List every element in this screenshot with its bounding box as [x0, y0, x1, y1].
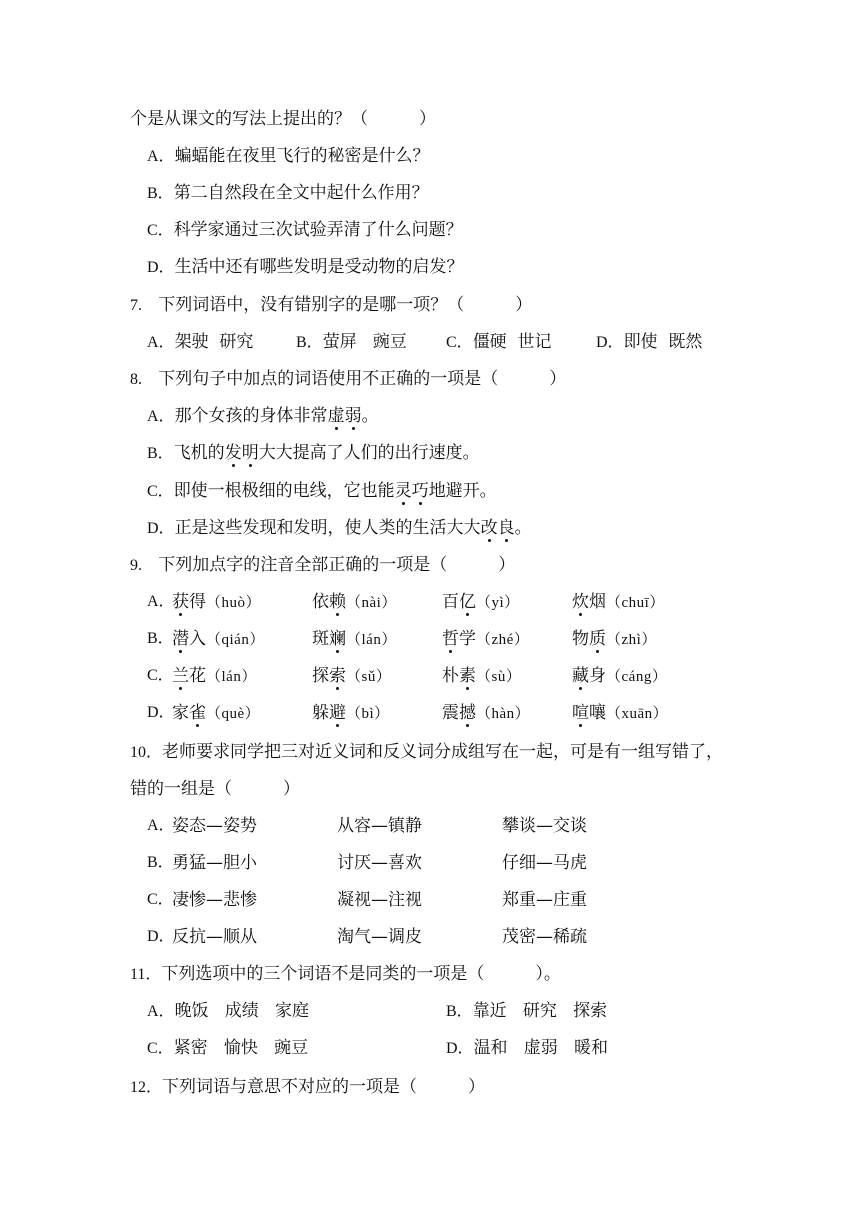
q11-stem	[130, 963, 561, 986]
option-label: B．	[446, 1003, 473, 1020]
q9-word	[172, 665, 257, 688]
q9-option-row	[147, 628, 727, 650]
pinyin: （nài）	[346, 595, 397, 611]
dotted-char: 藏	[572, 666, 589, 686]
option-text: 第二自然段在全文中起什么作用？	[173, 183, 429, 203]
q9-word	[572, 591, 665, 614]
question-text: 下列词语中，没有错别字的是哪一项？（ ）	[158, 295, 533, 315]
word-part: 物	[572, 629, 589, 649]
option-label: B．	[147, 445, 174, 462]
option-label: C．	[147, 667, 174, 684]
word-pair: 仔细—马虎	[502, 853, 587, 873]
pinyin: （cáng）	[606, 669, 668, 685]
pinyin: （yì）	[476, 595, 520, 611]
word-part: 得	[189, 592, 206, 612]
option-label: A．	[147, 408, 175, 425]
dotted-char: 哲	[442, 629, 459, 649]
q7-option-d	[596, 331, 702, 354]
word-pair: 攀谈—交谈	[502, 816, 587, 836]
option-label: C．	[147, 483, 174, 500]
option-label: C．	[147, 891, 174, 908]
q9-option-row	[147, 702, 727, 724]
word-pair: 凄惨—悲惨	[172, 890, 257, 910]
q11-option-d	[446, 1037, 608, 1060]
option-text: 生活中还有哪些发明是受动物的启发？	[174, 257, 464, 277]
q9-word	[312, 591, 397, 614]
word-part: 朴	[442, 666, 459, 686]
q11-option-b	[446, 1000, 607, 1023]
pinyin: （lán）	[346, 632, 397, 648]
option-text: 蝙蝠能在夜里飞行的秘密是什么？	[174, 146, 430, 166]
q9-word	[172, 591, 261, 614]
q8-option-b	[147, 442, 480, 465]
word-part: 震	[442, 703, 459, 723]
dotted-char: 明	[241, 443, 259, 463]
q9-stem	[130, 554, 515, 577]
word-pair: 茂密—稀疏	[502, 927, 587, 947]
q9-word	[442, 591, 520, 614]
q9-word	[442, 665, 521, 688]
pinyin: （hàn）	[476, 706, 531, 722]
word-pair: 反抗—顺从	[172, 927, 257, 947]
pinyin: （zhì）	[606, 632, 657, 648]
q7-stem	[130, 294, 532, 317]
question-number: 9.	[130, 557, 142, 574]
option-label: D．	[147, 928, 175, 945]
question-number: 10．	[130, 744, 163, 761]
pinyin: （chuī）	[606, 595, 665, 611]
word-pair: 凝视—注视	[337, 890, 422, 910]
q9-word	[172, 628, 265, 651]
dotted-char: 雀	[189, 703, 206, 723]
pinyin: （sǔ）	[346, 669, 392, 685]
q9-word	[312, 628, 397, 651]
dotted-char: 亿	[459, 592, 476, 612]
word-pair: 从容—镇静	[337, 816, 422, 836]
q9-word	[172, 702, 260, 725]
option-label: D．	[147, 704, 175, 721]
option-label: B．	[147, 185, 174, 202]
word-pair: 勇猛—胆小	[172, 853, 257, 873]
option-text: 。	[361, 406, 379, 426]
question-number: 7.	[130, 297, 142, 314]
option-label: C．	[147, 222, 174, 239]
dotted-char: 赖	[329, 592, 346, 612]
dotted-char: 发	[224, 443, 242, 463]
dotted-char: 索	[329, 666, 346, 686]
pinyin: （xuān）	[606, 706, 669, 722]
q9-word	[442, 702, 530, 725]
word-part: 烟	[589, 592, 606, 612]
question-text: 下列句子中加点的词语使用不正确的一项是（ ）	[158, 369, 567, 389]
q6-option-d	[147, 256, 464, 279]
option-label: D．	[147, 520, 175, 537]
option-text: 即使 既然	[623, 332, 703, 352]
option-text: 科学家通过三次试验弄清了什么问题？	[173, 220, 463, 240]
word-part: 入	[189, 629, 206, 649]
dotted-char: 斓	[329, 629, 346, 649]
option-text: 那个女孩的身体非常	[174, 406, 328, 426]
option-text: 萤屏 豌豆	[322, 332, 407, 352]
dotted-char: 喧	[572, 703, 589, 723]
q6-option-c	[147, 219, 463, 242]
pinyin: （huò）	[206, 595, 262, 611]
word-part: 依	[312, 592, 329, 612]
option-label: C．	[147, 1040, 174, 1057]
pinyin: （qián）	[206, 632, 265, 648]
pinyin: （què）	[206, 706, 261, 722]
option-text: 僵硬 世记	[472, 332, 552, 352]
word-pair: 讨厌—喜欢	[337, 853, 422, 873]
pinyin: （sù）	[476, 669, 522, 685]
option-label: A．	[147, 334, 175, 351]
q7-option-c	[446, 331, 552, 354]
dotted-char: 撼	[459, 703, 476, 723]
dotted-char: 虚	[327, 406, 345, 426]
question-text: 下列加点字的注音全部正确的一项是（ ）	[158, 555, 516, 575]
word-part: 躲	[312, 703, 329, 723]
dotted-char: 质	[589, 629, 606, 649]
option-label: A．	[147, 817, 175, 834]
question-number: 11．	[130, 966, 162, 983]
q9-option-row	[147, 665, 727, 687]
word-part: 花	[189, 666, 206, 686]
dotted-char: 素	[459, 666, 476, 686]
q9-word	[572, 628, 657, 651]
question-text: 下列词语与意思不对应的一项是（ ）	[162, 1077, 486, 1097]
q11-options-row1	[147, 1000, 747, 1022]
q12-stem	[130, 1076, 485, 1099]
dotted-char: 良	[497, 518, 515, 538]
option-text: 架驶 研究	[174, 332, 254, 352]
dotted-char: 获	[172, 592, 189, 612]
q11-options-row2	[147, 1037, 747, 1059]
q10-option-row	[147, 889, 727, 911]
option-label: B．	[147, 630, 174, 647]
dotted-char: 潜	[172, 629, 189, 649]
q9-word	[312, 665, 391, 688]
word-part: 探	[312, 666, 329, 686]
dotted-char: 避	[329, 703, 346, 723]
q7-options	[147, 331, 747, 353]
word-pair: 淘气—调皮	[337, 927, 422, 947]
q9-word	[312, 702, 390, 725]
q9-word	[572, 702, 668, 725]
dotted-char: 兰	[172, 666, 189, 686]
q8-option-a	[147, 405, 379, 428]
option-text: 。	[514, 518, 532, 538]
q8-stem	[130, 368, 566, 391]
word-pair: 郑重—庄重	[502, 890, 587, 910]
question-number: 12．	[130, 1079, 163, 1096]
option-label: D．	[596, 334, 624, 351]
option-text: 晚饭 成绩 家庭	[174, 1001, 309, 1021]
option-label: C．	[446, 334, 473, 351]
q10-stem	[130, 741, 723, 764]
option-label: D．	[446, 1040, 474, 1057]
pinyin: （lán）	[206, 669, 257, 685]
q10-option-row	[147, 852, 727, 874]
question-text: 下列选项中的三个词语不是同类的一项是（ ）。	[161, 964, 561, 984]
q11-option-c	[147, 1037, 308, 1060]
dotted-char: 灵	[394, 481, 412, 501]
q10-option-row	[147, 815, 727, 837]
word-part: 百	[442, 592, 459, 612]
q9-word	[572, 665, 667, 688]
q10-option-row	[147, 926, 727, 948]
option-label: A．	[147, 593, 175, 610]
option-text: 地避开。	[428, 481, 497, 501]
q6-option-a	[147, 145, 430, 168]
option-text: 大大提高了人们的出行速度。	[258, 443, 480, 463]
word-part: 学	[459, 629, 476, 649]
dotted-char: 炊	[572, 592, 589, 612]
q10-stem-cont: 错的一组是（ ）	[130, 779, 300, 799]
q8-option-c	[147, 480, 497, 503]
q6-stem-tail: 个是从课文的写法上提出的？（ ）	[130, 109, 436, 129]
dotted-char: 弱	[344, 406, 362, 426]
option-text: 飞机的	[173, 443, 225, 463]
dotted-char: 改	[480, 518, 498, 538]
option-text: 即使一根极细的电线，它也能	[173, 481, 395, 501]
q7-option-a	[147, 331, 253, 354]
word-part: 斑	[312, 629, 329, 649]
q9-option-row	[147, 591, 727, 613]
q9-word	[442, 628, 529, 651]
option-text: 正是这些发现和发明，使人类的生活大大	[174, 518, 481, 538]
q7-option-b	[296, 331, 407, 354]
word-part: 身	[589, 666, 606, 686]
option-text: 紧密 愉快 豌豆	[173, 1038, 309, 1058]
option-label: A．	[147, 148, 175, 165]
pinyin: （zhé）	[476, 632, 530, 648]
word-pair: 姿态—姿势	[172, 816, 257, 836]
option-text: 温和 虚弱 暖和	[473, 1038, 608, 1058]
dotted-char: 巧	[411, 481, 429, 501]
option-label: D．	[147, 259, 175, 276]
q6-option-b	[147, 182, 429, 205]
pinyin: （bì）	[346, 706, 390, 722]
question-text: 老师要求同学把三对近义词和反义词分成组写在一起，可是有一组写错了，	[162, 742, 724, 762]
option-label: B．	[296, 334, 323, 351]
option-label: A．	[147, 1003, 175, 1020]
q11-option-a	[147, 1000, 309, 1023]
word-part: 嚷	[589, 703, 606, 723]
question-number: 8.	[130, 371, 142, 388]
q8-option-d	[147, 517, 532, 540]
option-label: B．	[147, 854, 174, 871]
option-text: 靠近 研究 探索	[472, 1001, 608, 1021]
word-part: 家	[172, 703, 189, 723]
